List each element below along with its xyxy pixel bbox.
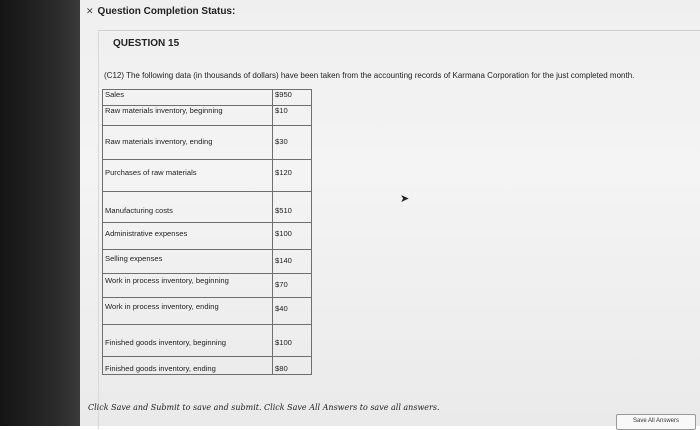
row-label: Administrative expenses	[103, 223, 273, 250]
background-edge	[0, 0, 80, 426]
row-value: $10	[273, 106, 312, 126]
row-label: Manufacturing costs	[103, 192, 273, 223]
table-row	[103, 126, 312, 160]
row-value: $30	[273, 126, 312, 160]
table-row	[103, 192, 312, 223]
question-intro: (C12) The following data (in thousands of dollars) have been taken from the accounting records of Karmana Corporation for the just completed month.	[104, 71, 635, 80]
row-value: $80	[273, 357, 312, 375]
x-icon: ✕	[86, 6, 94, 16]
row-value: $40	[273, 298, 312, 325]
question-number: QUESTION 15	[113, 38, 180, 49]
footer-instructions: Click Save and Submit to save and submit. Click Save All Answers to save all answers.	[88, 403, 440, 412]
mouse-pointer-icon: ➤	[400, 193, 410, 205]
table-row	[103, 250, 312, 274]
row-label: Raw materials inventory, ending	[103, 126, 273, 160]
table-row	[103, 274, 312, 298]
row-value: $100	[273, 325, 312, 357]
table-row	[103, 357, 312, 375]
row-value: $140	[273, 250, 312, 274]
row-label: Sales	[103, 90, 273, 106]
completion-status	[86, 6, 235, 17]
table-row	[103, 223, 312, 250]
row-value: $100	[273, 223, 312, 250]
row-value: $950	[273, 90, 312, 106]
row-label: Raw materials inventory, beginning	[103, 106, 273, 126]
row-value: $70	[273, 274, 312, 298]
row-label: Purchases of raw materials	[103, 160, 273, 192]
table-row	[103, 106, 312, 126]
table-row	[103, 325, 312, 357]
completion-status-label: Question Completion Status:	[97, 6, 236, 17]
row-value: $510	[273, 192, 312, 223]
table-row	[103, 90, 312, 106]
row-label: Work in process inventory, ending	[103, 298, 273, 325]
row-label: Finished goods inventory, ending	[103, 357, 273, 375]
table-row	[103, 160, 312, 192]
save-all-answers-button[interactable]: Save All Answers	[616, 414, 696, 430]
data-table	[102, 89, 312, 375]
row-label: Selling expenses	[103, 250, 273, 274]
row-label: Finished goods inventory, beginning	[103, 325, 273, 357]
row-value: $120	[273, 160, 312, 192]
table-row	[103, 298, 312, 325]
row-label: Work in process inventory, beginning	[103, 274, 273, 298]
